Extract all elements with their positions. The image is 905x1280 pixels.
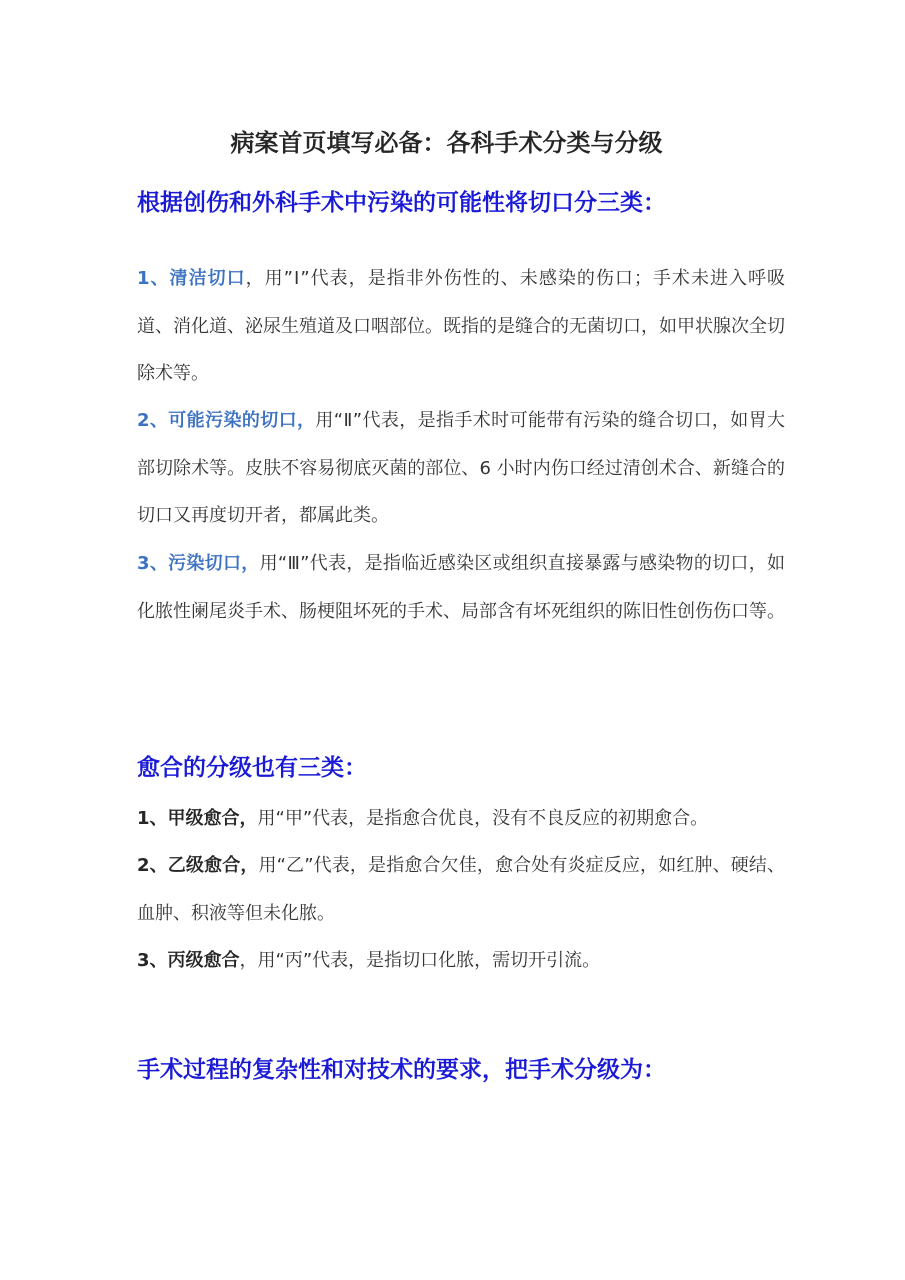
healing-item-1-lead: 1、甲级愈合， [137,808,258,829]
page-title: 病案首页填写必备：各科手术分类与分级 [230,129,663,157]
healing-item-2-lead: 2、乙级愈合， [137,855,259,876]
incision-item-3 [137,540,785,635]
incision-item-2-text: 用“Ⅱ”代表，是指手术时可能带有污染的缝合切口，如胃大部切除术等。皮肤不容易彻底灭菌的部位、6 小时内伤口经过清创术合、新缝合的切口又再度切开者，都属此类。 [137,410,785,526]
incision-item-1 [137,255,785,398]
healing-item-3-text: ，用“丙”代表，是指切口化脓，需切开引流。 [239,950,601,971]
incision-item-2-lead: 2、可能污染的切口， [137,410,316,431]
healing-item-3-lead: 3、丙级愈合 [137,950,240,971]
incision-item-3-lead: 3、污染切口， [137,553,260,574]
incision-item-2 [137,397,785,540]
incision-item-1-lead: 1、清洁切口 [137,268,246,289]
healing-item-2 [137,842,785,937]
healing-item-2-text: 用“乙”代表，是指愈合欠佳，愈合处有炎症反应，如红肿、硬结、血肿、积液等但未化脓。 [137,855,785,924]
incision-heading: 根据创伤和外科手术中污染的可能性将切口分三类： [137,190,666,216]
healing-item-1 [137,795,785,843]
healing-heading: 愈合的分级也有三类： [137,755,367,781]
incision-item-3-text: 用“Ⅲ”代表，是指临近感染区或组织直接暴露与感染物的切口，如化脓性阑尾炎手术、肠梗阻坏死的手术、局部含有坏死组织的陈旧性创伤伤口等。 [137,553,786,622]
healing-item-3 [137,937,785,985]
incision-item-1-text: ，用”Ⅰ”代表，是指非外伤性的、未感染的伤口；手术未进入呼吸道、消化道、泌尿生殖道及口咽部位。既指的是缝合的无菌切口，如甲状腺次全切除术等。 [137,268,785,384]
surgery-grading-heading: 手术过程的复杂性和对技术的要求，把手术分级为： [137,1057,666,1083]
healing-item-1-text: 用“甲”代表，是指愈合优良，没有不良反应的初期愈合。 [257,808,709,829]
